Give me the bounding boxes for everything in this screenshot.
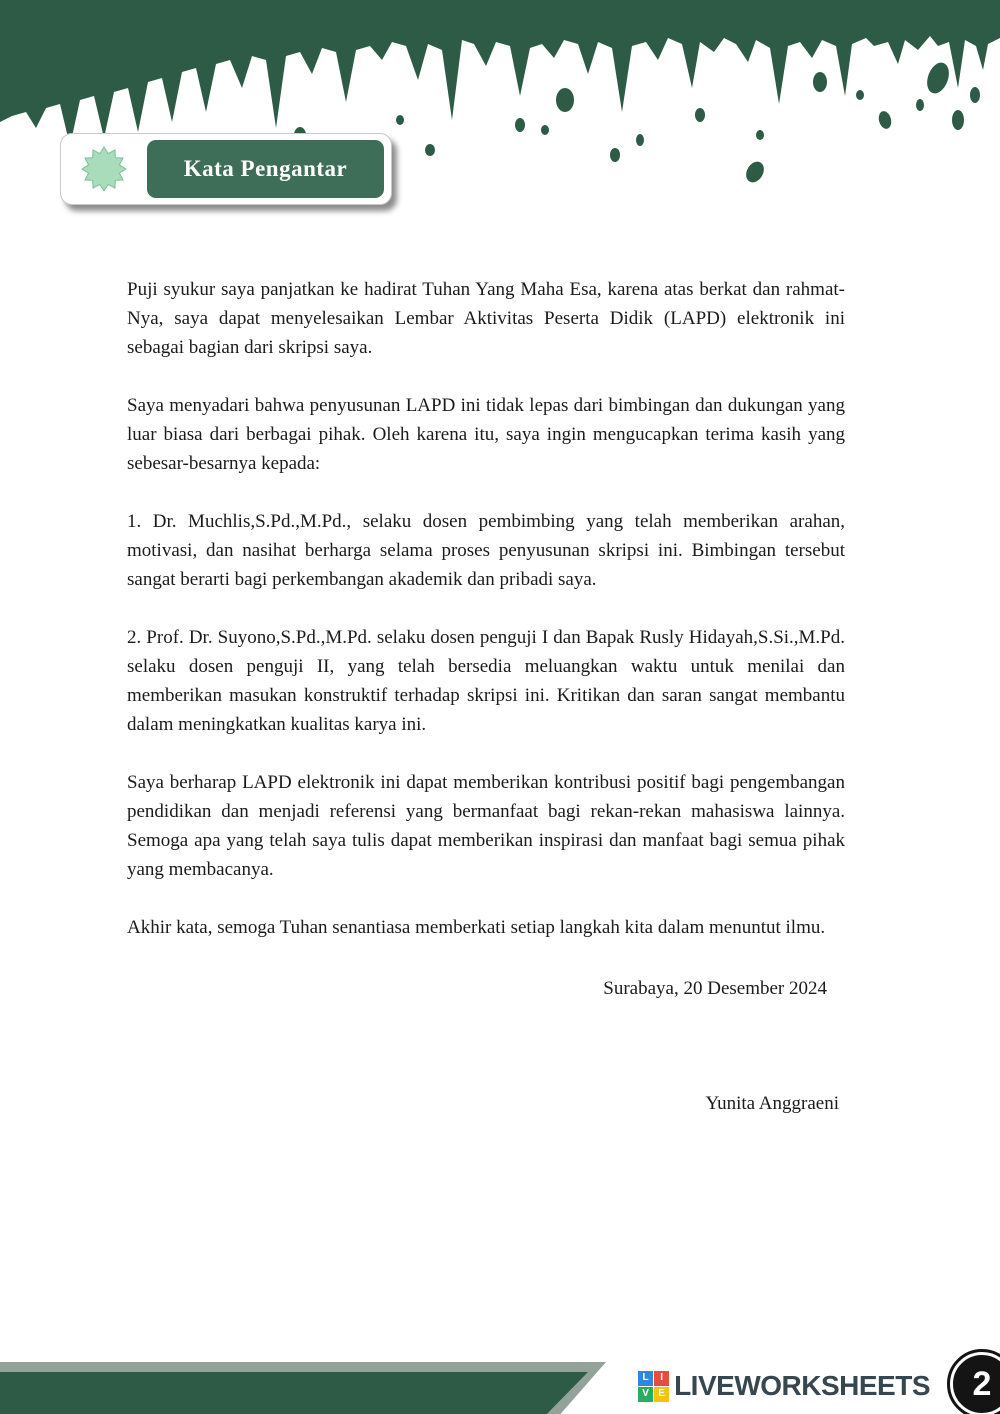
logo-square-i: I (654, 1371, 669, 1386)
signature-name: Yunita Anggraeni (705, 1093, 839, 1114)
logo-square-l: L (638, 1371, 653, 1386)
paragraph: Saya menyadari bahwa penyusunan LAPD ini tidak lepas dari bimbingan dan dukungan yang luar biasa dari berbagai pihak. Oleh karena itu, saya ingin mengucapkan terima kasih yang sebesar-besarnya kepada: (127, 395, 845, 474)
section-title-banner (60, 133, 392, 205)
page-title: Kata Pengantar (183, 156, 348, 181)
logo-letter-grid (638, 1371, 669, 1402)
paragraph: 2. Prof. Dr. Suyono,S.Pd.,M.Pd. selaku dosen penguji I dan Bapak Rusly Hidayah,S.Si.,M.Pd. selaku dosen penguji II, yang telah bersedia meluangkan waktu untuk menilai dan memberikan masukan konstruktif terhadap skripsi ini. Kritikan dan saran sangat membantu dalam meningkatkan kualitas karya ini. (127, 627, 845, 735)
date-line: Surabaya, 20 Desember 2024 (603, 978, 827, 999)
logo-square-e: E (654, 1387, 669, 1402)
logo-wordmark: LIVEWORKSHEETS (674, 1370, 930, 1401)
paragraph: Akhir kata, semoga Tuhan senantiasa memberkati setiap langkah kita dalam menuntut ilmu. (127, 917, 826, 938)
banner-plate (147, 140, 384, 198)
logo-square-v: V (638, 1387, 653, 1402)
page-number-badge[interactable]: 2 (950, 1352, 1000, 1414)
footer-band-dark (0, 1372, 588, 1414)
paragraph: 1. Dr. Muchlis,S.Pd.,M.Pd., selaku dosen pembimbing yang telah memberikan arahan, motivasi, dan nasihat berharga selama proses penyusunan skripsi ini. Bimbingan tersebut sangat berarti bagi perkembangan akademik dan pribadi saya. (127, 511, 845, 590)
preface-body (127, 275, 845, 1118)
liveworksheets-logo[interactable] (638, 1370, 930, 1402)
paragraph: Puji syukur saya panjatkan ke hadirat Tuhan Yang Maha Esa, karena atas berkat dan rahmat-Nya, saya dapat menyelesaikan Lembar Aktivitas Peserta Didik (LAPD) elektronik ini sebagai bagian dari skripsi saya. (127, 279, 845, 358)
starburst-icon (80, 145, 128, 193)
paragraph: Saya berharap LAPD elektronik ini dapat memberikan kontribusi positif bagi pengembangan pendidikan dan menjadi referensi yang bermanfaat bagi rekan-rekan mahasiswa lainnya. Semoga apa yang telah saya tulis dapat memberikan inspirasi dan manfaat bagi semua pihak yang membacanya. (127, 772, 845, 880)
banner-icon-area (61, 134, 147, 204)
